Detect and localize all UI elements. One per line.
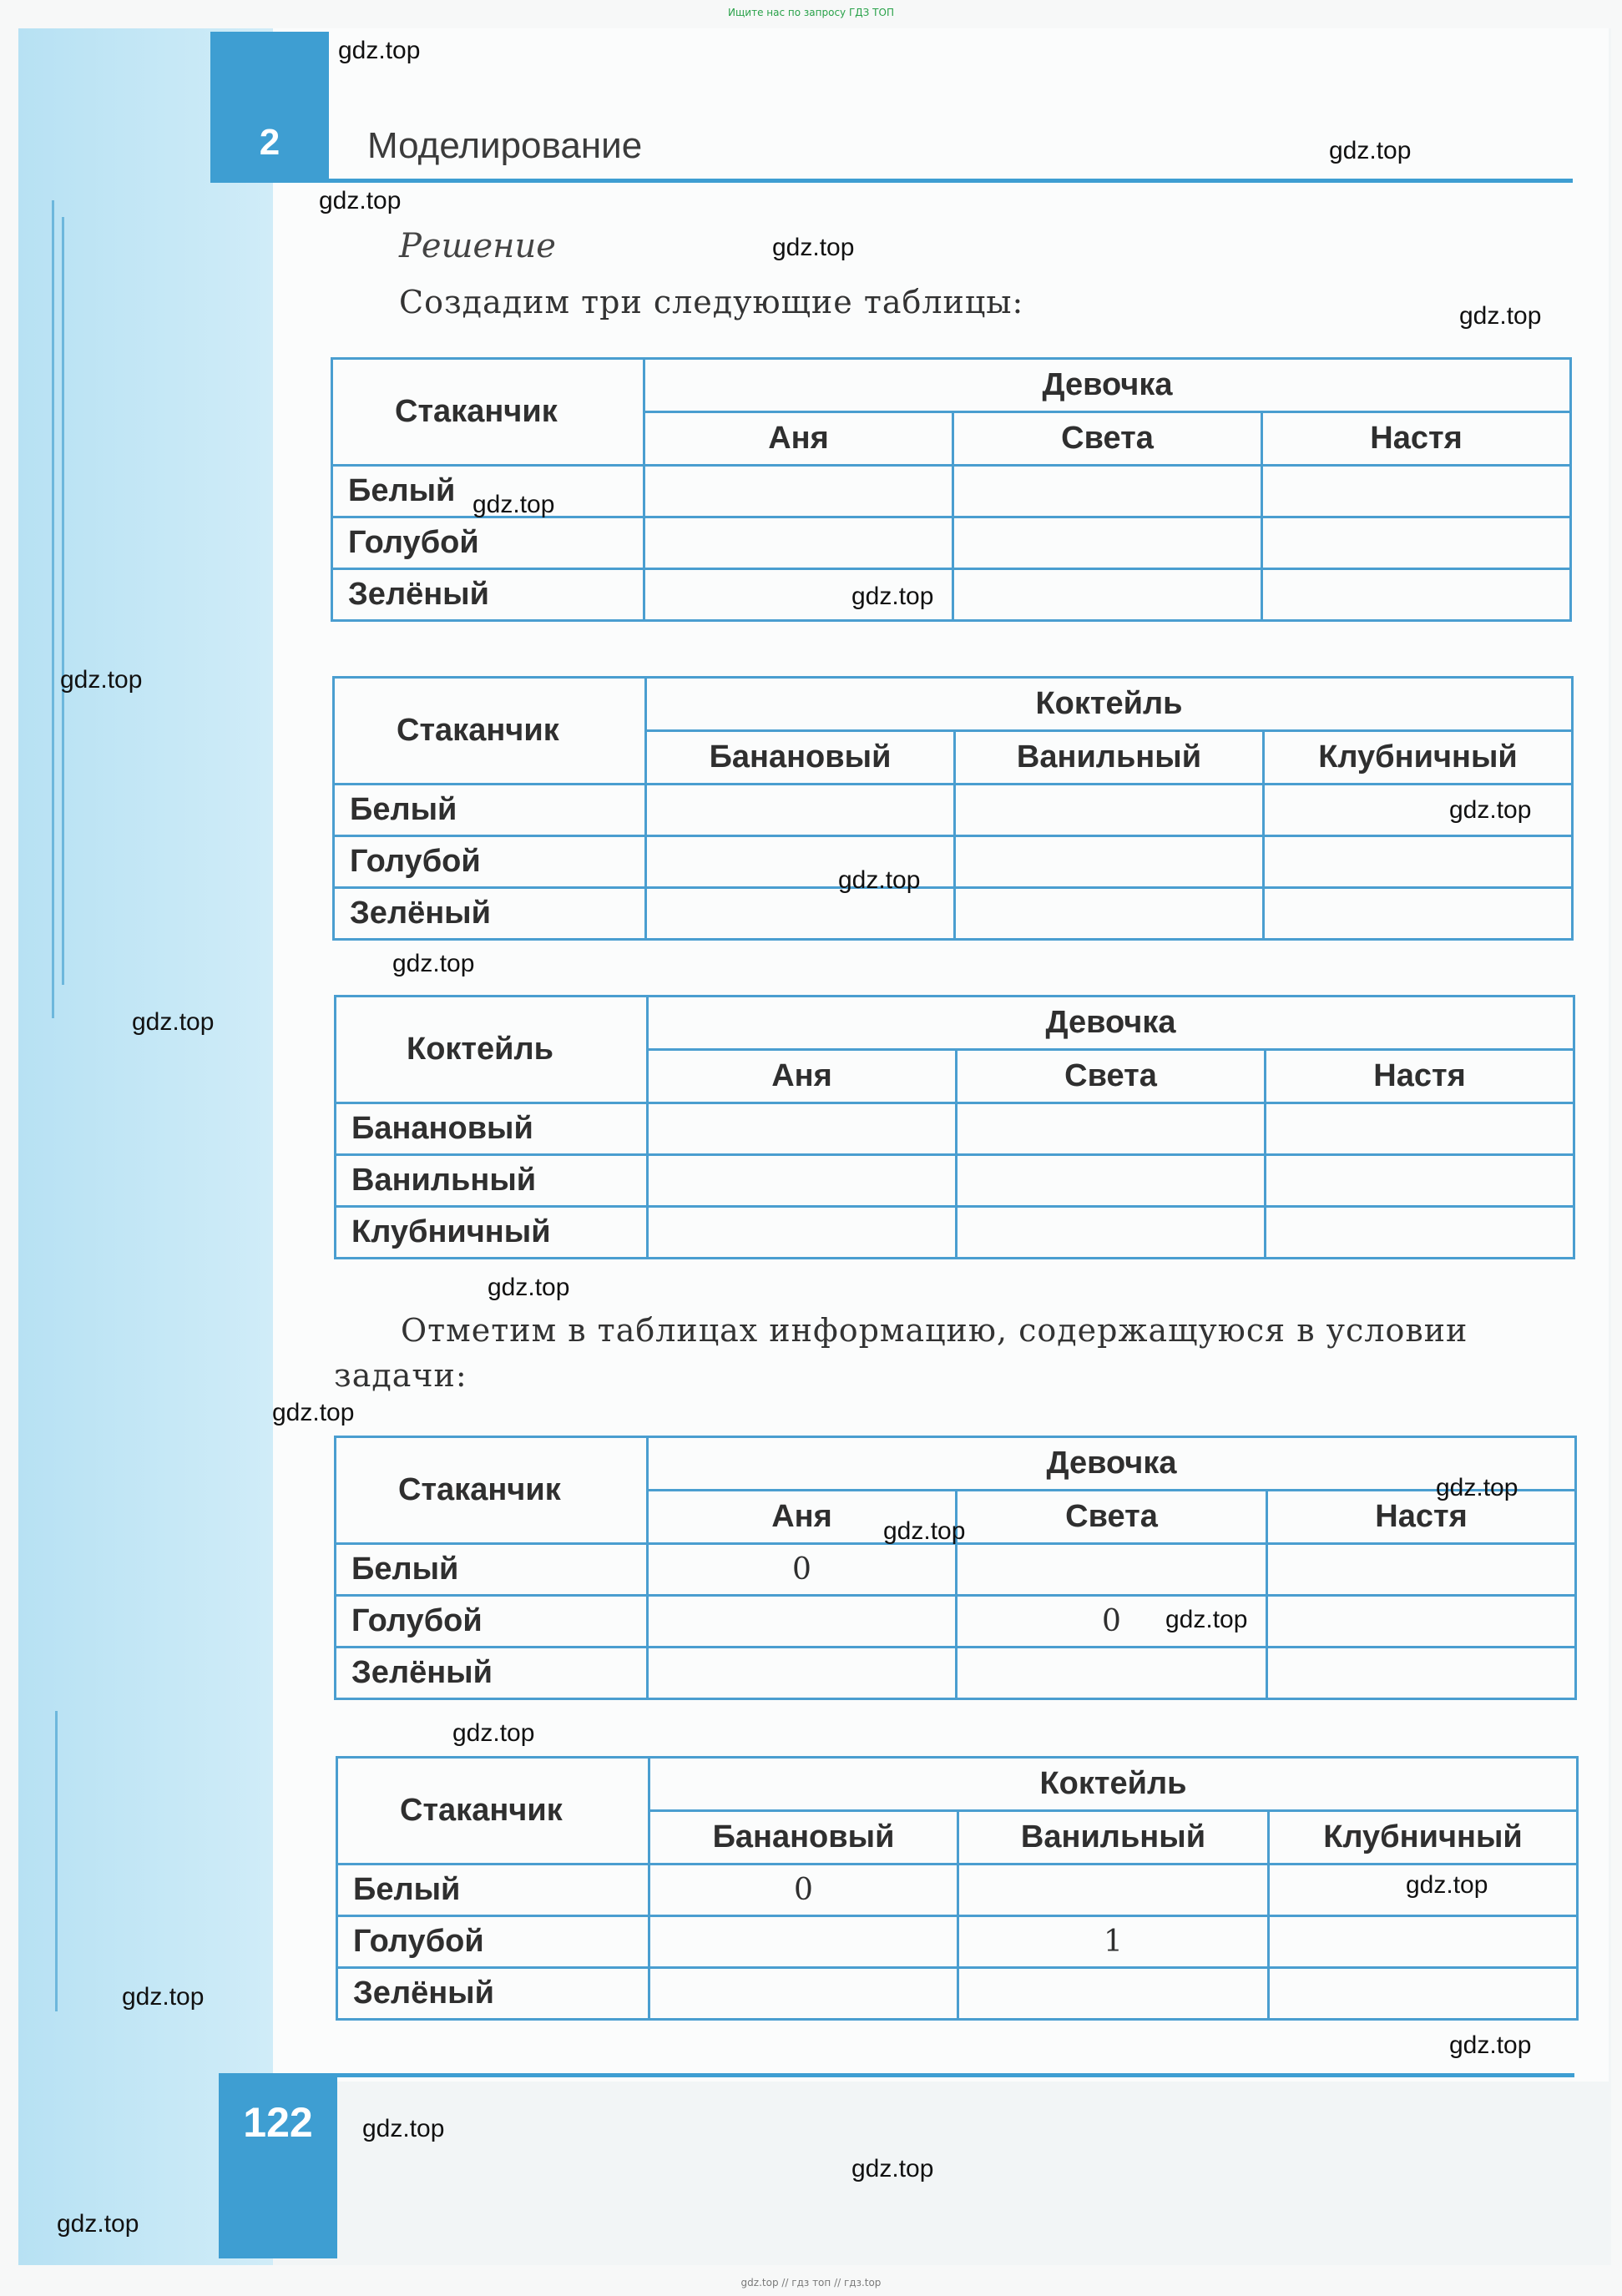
watermark: gdz.top [60, 666, 143, 694]
table-cup-girl-filled [334, 1436, 1577, 1700]
row-label: Голубой [332, 517, 644, 569]
row-label: Белый [337, 1865, 649, 1916]
column-header: Аня [648, 1491, 957, 1544]
watermark: gdz.top [392, 950, 475, 977]
table-cell [1267, 1544, 1576, 1596]
watermark: gdz.top [132, 1008, 215, 1036]
row-label: Голубой [334, 836, 646, 888]
table-cell [957, 1648, 1267, 1699]
table-cell [648, 1207, 957, 1259]
table-cell [958, 1865, 1269, 1916]
table-cell [1266, 1207, 1574, 1259]
watermark: gdz.top [851, 583, 934, 610]
table-cell [644, 466, 953, 517]
table-row [334, 888, 1573, 940]
table-cell [646, 785, 955, 836]
chapter-number: 2 [210, 32, 329, 182]
table-row [332, 517, 1571, 569]
table-cell [1267, 1596, 1576, 1648]
table-cell [648, 1155, 957, 1207]
table-row [337, 1968, 1578, 2020]
watermark: gdz.top [472, 491, 555, 518]
margin-line [52, 200, 54, 1018]
row-label: Банановый [336, 1103, 648, 1155]
watermark: gdz.top [122, 1983, 205, 2011]
condition-text-line2: задачи: [334, 1357, 467, 1394]
table-cup-girl [331, 357, 1572, 622]
watermark: gdz.top [1459, 302, 1542, 330]
row-label: Зелёный [332, 569, 644, 621]
watermark: gdz.top [1165, 1606, 1248, 1633]
table-cell [1262, 466, 1571, 517]
table-corner-label: Стаканчик [336, 1437, 648, 1544]
table-cell [1267, 1648, 1576, 1699]
table-row [337, 1916, 1578, 1968]
table-cell [1266, 1103, 1574, 1155]
table-row [336, 1648, 1576, 1699]
table-cell [1262, 569, 1571, 621]
table-cell [955, 785, 1264, 836]
table-row [336, 1207, 1574, 1259]
watermark: gdz.top [1436, 1474, 1518, 1501]
table-cell [953, 517, 1262, 569]
table-row [332, 569, 1571, 621]
table-cell [957, 1103, 1266, 1155]
table-cell [957, 1544, 1267, 1596]
table-cocktail-girl [334, 995, 1575, 1259]
header-rule [210, 179, 1573, 183]
page-title: Моделирование [367, 125, 643, 166]
watermark: gdz.top [1449, 2031, 1532, 2059]
table-cell [648, 1648, 957, 1699]
table-group-header: Девочка [648, 1437, 1576, 1491]
row-label: Зелёный [336, 1648, 648, 1699]
table-cell [1269, 1916, 1578, 1968]
column-header: Клубничный [1264, 731, 1573, 785]
column-header: Аня [644, 412, 953, 466]
column-header: Банановый [649, 1811, 958, 1865]
table-cell [1266, 1155, 1574, 1207]
table-row [334, 836, 1573, 888]
table-cell [958, 1968, 1269, 2020]
watermark: gdz.top [57, 2210, 139, 2238]
bottom-banner: gdz.top // гдз топ // гдз.top [740, 2277, 882, 2288]
table-cell [649, 1968, 958, 2020]
table-cell [649, 1916, 958, 1968]
table-cell [1264, 888, 1573, 940]
row-label: Белый [332, 466, 644, 517]
row-label: Ванильный [336, 1155, 648, 1207]
watermark: gdz.top [1329, 137, 1412, 164]
row-label: Голубой [336, 1596, 648, 1648]
table-corner-label: Стаканчик [334, 678, 646, 785]
table-row [336, 1155, 1574, 1207]
column-header: Настя [1262, 412, 1571, 466]
table-cell [1269, 1968, 1578, 2020]
table-cell: 0 [957, 1596, 1267, 1648]
watermark: gdz.top [338, 37, 421, 64]
watermark: gdz.top [851, 2155, 934, 2182]
margin-line [55, 1711, 58, 2011]
table-cell [957, 1155, 1266, 1207]
margin-line [62, 217, 64, 985]
watermark: gdz.top [838, 866, 921, 894]
watermark: gdz.top [1449, 796, 1532, 824]
page-number: 122 [219, 2073, 337, 2258]
table-row [336, 1596, 1576, 1648]
row-label: Белый [334, 785, 646, 836]
table-cell [648, 1596, 957, 1648]
watermark: gdz.top [272, 1399, 355, 1426]
watermark: gdz.top [488, 1274, 570, 1301]
column-header: Света [953, 412, 1262, 466]
watermark: gdz.top [772, 234, 855, 261]
table-group-header: Девочка [644, 359, 1571, 412]
row-label: Голубой [337, 1916, 649, 1968]
row-label: Белый [336, 1544, 648, 1596]
table-cell [648, 1103, 957, 1155]
solution-label: Решение [399, 227, 556, 265]
column-header: Света [957, 1050, 1266, 1103]
table-corner-label: Стаканчик [337, 1758, 649, 1865]
table-cell [957, 1207, 1266, 1259]
column-header: Банановый [646, 731, 955, 785]
table-row [337, 1865, 1578, 1916]
column-header: Света [957, 1491, 1267, 1544]
watermark: gdz.top [883, 1517, 966, 1545]
row-label: Клубничный [336, 1207, 648, 1259]
table-group-header: Коктейль [646, 678, 1573, 731]
table-cell [644, 517, 953, 569]
table-corner-label: Стаканчик [332, 359, 644, 466]
column-header: Клубничный [1269, 1811, 1578, 1865]
footer-rule [326, 2073, 1574, 2077]
condition-text-line1: Отметим в таблицах информацию, содержащуюся в условии [401, 1312, 1468, 1349]
table-cell [646, 888, 955, 940]
table-cell: 0 [648, 1544, 957, 1596]
table-group-header: Коктейль [649, 1758, 1578, 1811]
table-cell [953, 466, 1262, 517]
table-group-header: Девочка [648, 997, 1574, 1050]
table-row [336, 1544, 1576, 1596]
table-cell [953, 569, 1262, 621]
table-row [336, 1103, 1574, 1155]
watermark: gdz.top [452, 1719, 535, 1747]
watermark: gdz.top [1406, 1871, 1488, 1899]
top-banner: Ищите нас по запросу ГДЗ ТОП [728, 7, 894, 18]
column-header: Настя [1266, 1050, 1574, 1103]
table-cell: 1 [958, 1916, 1269, 1968]
table-cup-cocktail [332, 676, 1574, 941]
table-cell [1262, 517, 1571, 569]
column-header: Ванильный [955, 731, 1264, 785]
intro-text: Создадим три следующие таблицы: [399, 284, 1024, 320]
table-cell [1264, 836, 1573, 888]
table-cell: 0 [649, 1865, 958, 1916]
column-header: Ванильный [958, 1811, 1269, 1865]
watermark: gdz.top [362, 2115, 445, 2142]
table-row [334, 785, 1573, 836]
column-header: Аня [648, 1050, 957, 1103]
watermark: gdz.top [319, 187, 402, 214]
row-label: Зелёный [334, 888, 646, 940]
table-cell [955, 888, 1264, 940]
table-cell [955, 836, 1264, 888]
row-label: Зелёный [337, 1968, 649, 2020]
table-corner-label: Коктейль [336, 997, 648, 1103]
column-header: Настя [1267, 1491, 1576, 1544]
table-cup-cocktail-filled [336, 1756, 1579, 2021]
